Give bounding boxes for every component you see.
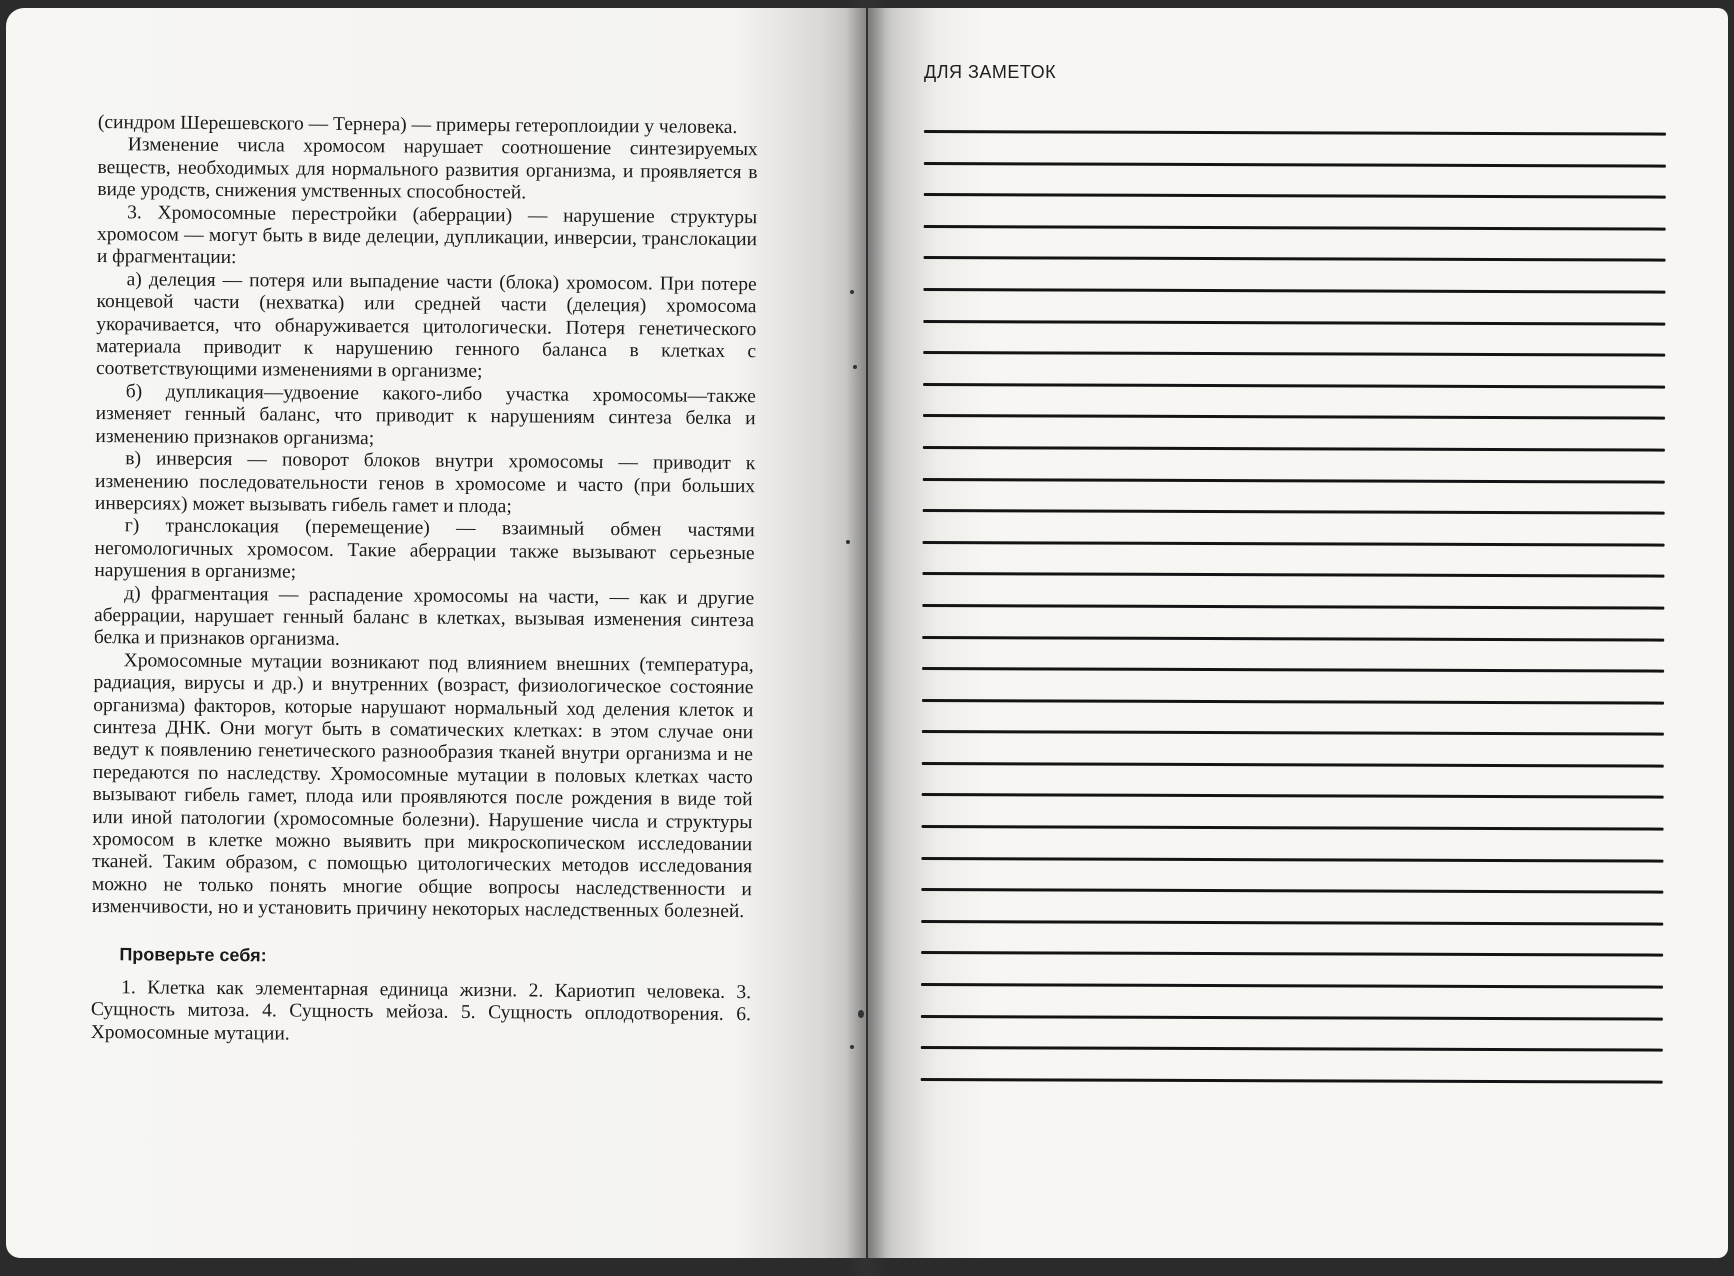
paragraph: б) дупликация—удвоение какого-либо участка хромосомы—также изменяет генный баланс, что приводит к нарушениям синтеза белка и изменению признаков организма; (95, 381, 756, 449)
ruled-line (924, 193, 1666, 199)
paragraph: 3. Хромосомные перестройки (аберрации) — нарушение структуры хромосом — могут быть в виде делеции, дупликации, инверсии, транслокации и фрагментации: (96, 201, 758, 269)
ruled-line (922, 572, 1664, 578)
ruled-line (921, 1015, 1663, 1021)
ruled-line (922, 604, 1664, 610)
paragraph: в) инверсия — поворот блоков внутри хромосомы — приводит к изменению последовательности генов в хромосоме и часто (при больших инверсиях) может вызывать гибель гамет и плода; (94, 448, 756, 518)
paragraph: г) транслокация (перемещение) — взаимный обмен частями негомологичных хромосом. Такие аберрации также вызывают серьезные нарушения в организме; (94, 515, 755, 583)
ruled-line (924, 256, 1666, 262)
ruled-line (924, 225, 1666, 231)
paragraph: (синдром Шерешевского — Тернера) — примеры гетероплоидии у человека. (97, 112, 738, 139)
ruled-line (921, 983, 1663, 989)
speck (850, 1045, 854, 1049)
ruled-line (921, 1046, 1663, 1052)
ruled-line (923, 541, 1665, 547)
ruled-line (922, 825, 1664, 831)
ruled-line (921, 920, 1663, 926)
ruled-line (923, 383, 1665, 389)
ruled-line (921, 857, 1663, 863)
ruled-line (922, 635, 1664, 641)
paragraph: Хромосомные мутации возникают под влиянием внешних (температура, радиация, вирусы и др.) и внутренних (возраст, физиологическое состояние организма) факторов, которые нарушают нормальный ход деления клеток и синтеза ДНК. Они могут быть в соматических клетках: в этом случае они ведут к появлению генетического разнообразия тканей внутри организма и не передаются по наследству. Хромосомные мутации в половых клетках часто вызывают гибель гамет, плода или проявляются после рождения в виде той или иной патологии (хромосомные болезни). Нарушение числа и структуры хромосом в клетке можно выявить при микроскопическом исследовании тканей. Таким образом, с помощью цитологических методов исследования можно не только понять многие общие вопросы наследственности и изменчивости, но и установить причину некоторых наследственных болезней. (91, 649, 754, 923)
ruled-line (923, 320, 1665, 326)
ruled-line (923, 446, 1665, 452)
ruled-line (921, 888, 1663, 894)
ruled-line (923, 478, 1665, 484)
ruled-line (922, 699, 1664, 705)
ruled-line (922, 667, 1664, 673)
ruled-line (923, 288, 1665, 294)
notes-ruled-lines (921, 130, 1666, 1112)
ruled-line (922, 762, 1664, 768)
notes-title: ДЛЯ ЗАМЕТОК (924, 62, 1057, 82)
paragraph: д) фрагментация — распадение хромосомы на части, — как и другие аберрации, нарушает генный баланс в клетках, вызывая изменения синтеза белка и признаков организма. (93, 582, 755, 651)
review-heading: Проверьте себя: (119, 943, 267, 965)
ruled-line (923, 509, 1665, 515)
ruled-line (923, 351, 1665, 357)
speck (850, 290, 854, 294)
speck (853, 365, 857, 369)
book-spine-shadow (846, 0, 886, 1276)
review-questions: 1. Клетка как элементарная единица жизни. 2. Кариотип человека. 3. Сущность митоза. 4. Сущность мейоза. 5. Сущность оплодотворения. 6. Хромосомные мутации. (90, 977, 752, 1045)
ruled-line (922, 730, 1664, 736)
ruled-line (921, 951, 1663, 957)
ruled-line (922, 793, 1664, 799)
left-page-text (91, 112, 758, 1049)
paragraph: Изменение числа хромосом нарушает соотношение синтезируемых веществ, необходимых для нормального развития организма, и проявляется в виде уродств, снижения умственных способностей. (97, 134, 758, 204)
speck (858, 1010, 864, 1018)
ruled-line (921, 1078, 1663, 1084)
ruled-line (923, 414, 1665, 420)
ruled-line (924, 162, 1666, 168)
speck (846, 540, 850, 544)
paragraph: а) делеция — потеря или выпадение части (блока) хромосом. При потере концевой части (нехватка) или средней части (делеция) хромосома укорачивается, что обнаруживается цитологически. Потеря генетического материала приводит к нарушению генного баланса в клетках с соответствующими изменениями в организме; (95, 269, 757, 383)
